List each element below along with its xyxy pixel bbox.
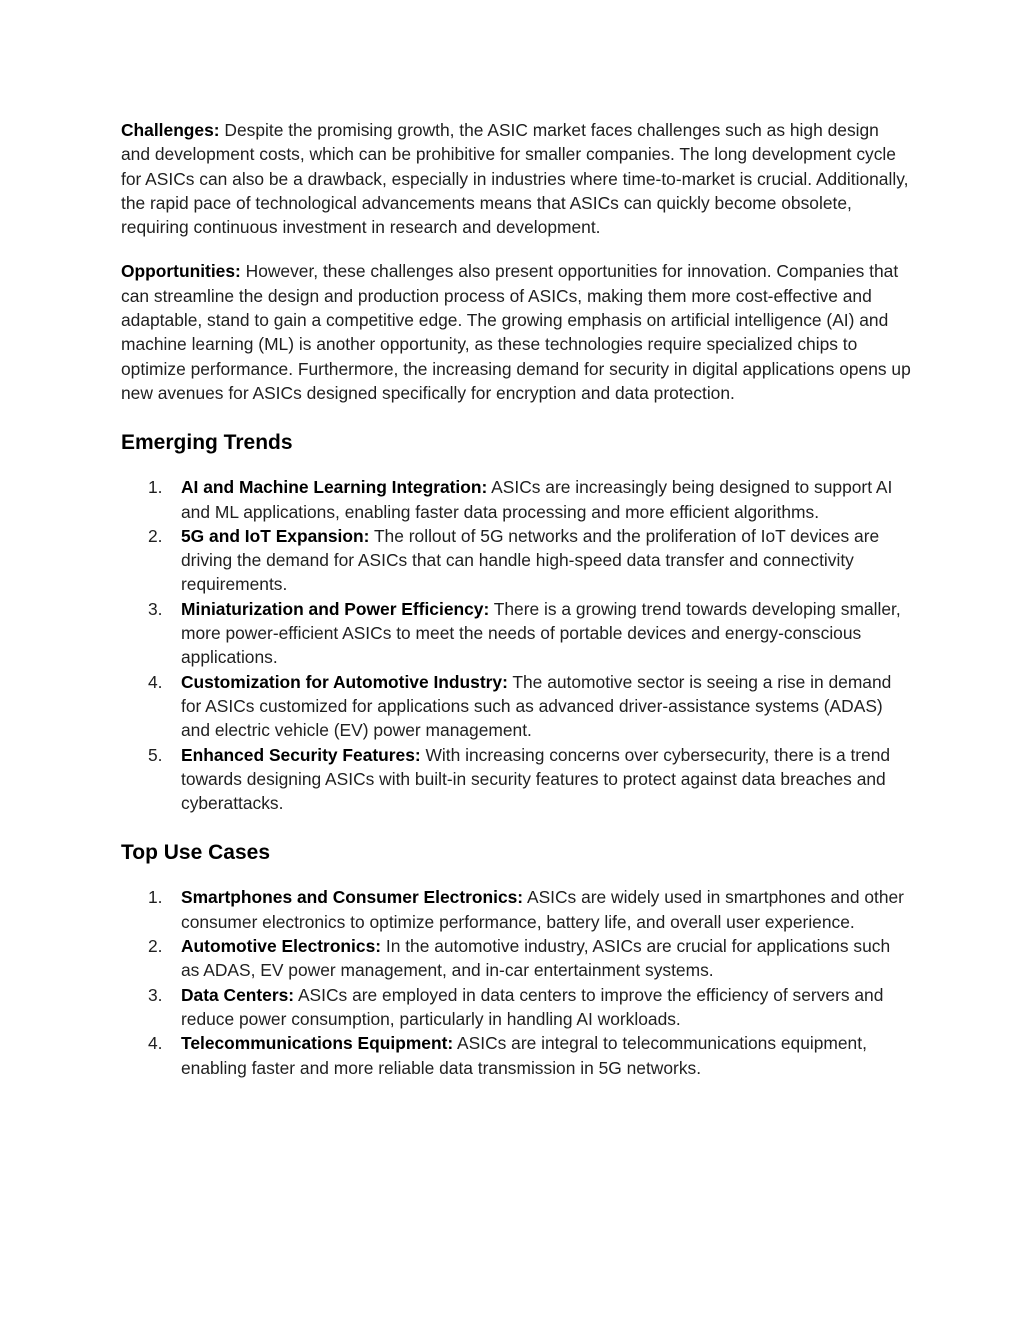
top-use-cases-list [121,885,911,1079]
list-item [121,885,911,934]
list-item [121,934,911,983]
list-item-label: Customization for Automotive Industry: [181,671,508,692]
list-item-text: ASICs are widely used in smartphones and other consumer electronics to optimize performance, battery life, and overall user experience. [181,887,904,932]
list-item-number: 3. [148,984,163,1005]
list-item [121,983,911,1032]
opportunities-paragraph [121,259,911,405]
list-item-text: ASICs are integral to telecommunications equipment, enabling faster and more reliable data transmission in 5G networks. [181,1033,867,1078]
list-item-text: ASICs are employed in data centers to improve the efficiency of servers and reduce power consumption, particularly in handling AI workloads. [181,984,884,1029]
opportunities-text: However, these challenges also present opportunities for innovation. Companies that can streamline the design and production process of ASICs, making them more cost-effective and adaptable, stand to gain a competitive edge. The growing emphasis on artificial intelligence (AI) and machine learning (ML) is another opportunity, as these technologies require specialized chips to optimize performance. Furthermore, the increasing demand for security in digital applications opens up new avenues for ASICs designed specifically for encryption and data protection. [121,261,911,403]
list-item-number: 4. [148,671,163,692]
list-item [121,475,911,524]
list-item-label: AI and Machine Learning Integration: [181,477,488,498]
list-item-label: 5G and IoT Expansion: [181,525,370,546]
challenges-text: Despite the promising growth, the ASIC market faces challenges such as high design and development costs, which can be prohibitive for smaller companies. The long development cycle for ASICs can also be a drawback, especially in industries where time-to-market is crucial. Additionally, the rapid pace of technological advancements means that ASICs can quickly become obsolete, requiring continuous investment in research and development. [121,120,909,238]
list-item [121,670,911,743]
list-item [121,597,911,670]
list-item-text: The rollout of 5G networks and the proliferation of IoT devices are driving the demand for ASICs that can handle high-speed data transfer and connectivity requirements. [181,525,880,595]
document-page [121,118,911,1080]
challenges-label: Challenges: [121,120,220,140]
list-item-number: 2. [148,936,163,957]
list-item-label: Enhanced Security Features: [181,744,421,765]
list-item-number: 1. [148,887,163,908]
list-item [121,743,911,816]
list-item-number: 4. [148,1033,163,1054]
list-item-label: Data Centers: [181,984,295,1005]
emerging-trends-list [121,475,911,815]
list-item-text: With increasing concerns over cybersecurity, there is a trend towards designing ASICs with built-in security features to protect against data breaches and cyberattacks. [181,744,891,814]
challenges-paragraph [121,118,911,239]
top-use-cases-heading: Top Use Cases [121,841,270,865]
list-item-text: In the automotive industry, ASICs are crucial for applications such as ADAS, EV power management, and in-car entertainment systems. [181,936,891,981]
list-item-number: 5. [148,744,163,765]
opportunities-label: Opportunities: [121,261,241,282]
list-item-number: 3. [148,598,163,619]
list-item-label: Telecommunications Equipment: [181,1033,454,1054]
list-item [121,524,911,597]
list-item-label: Automotive Electronics: [181,936,382,957]
list-item [121,1031,911,1080]
list-item-label: Miniaturization and Power Efficiency: [181,598,490,619]
list-item-text: ASICs are increasingly being designed to support AI and ML applications, enabling faster data processing and more efficient algorithms. [181,477,893,522]
list-item-text: The automotive sector is seeing a rise in demand for ASICs customized for applications such as advanced driver-assistance systems (ADAS) and electric vehicle (EV) power management. [181,671,892,741]
list-item-text: There is a growing trend towards developing smaller, more power-efficient ASICs to meet the needs of portable devices and energy-conscious applications. [181,598,901,668]
list-item-number: 2. [148,525,163,546]
list-item-label: Smartphones and Consumer Electronics: [181,887,524,908]
list-item-number: 1. [148,477,163,498]
emerging-trends-heading: Emerging Trends [121,431,293,455]
